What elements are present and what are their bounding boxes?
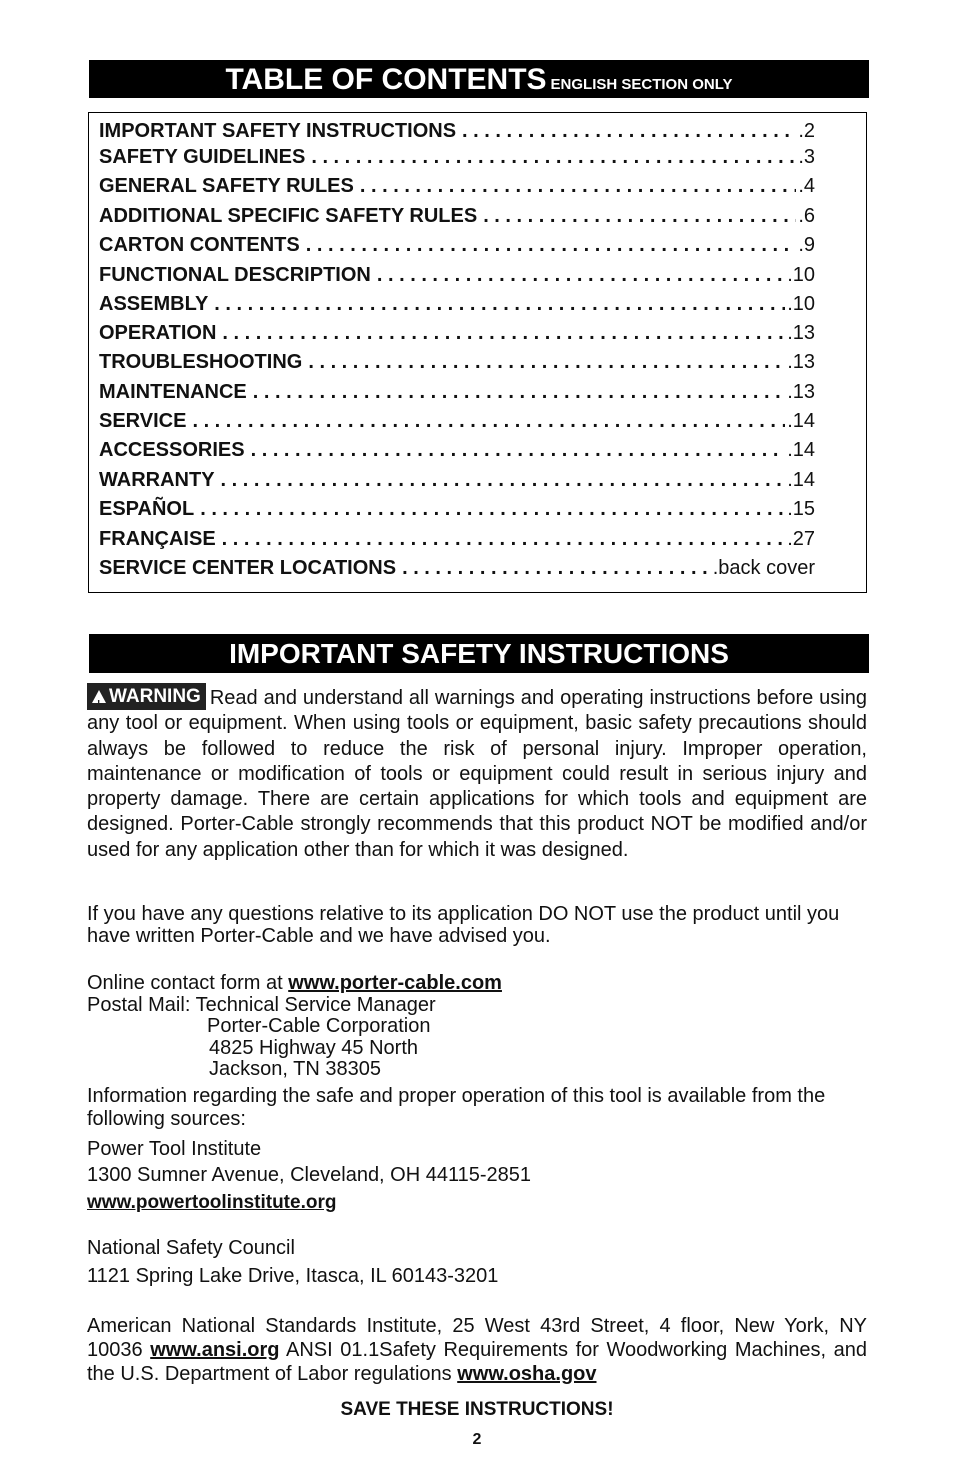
nsc-address: 1121 Spring Lake Drive, Itasca, IL 60143-3201 bbox=[87, 1265, 499, 1287]
toc-row bbox=[99, 293, 815, 317]
nsc-name: National Safety Council bbox=[87, 1237, 295, 1259]
toc-entry-page: .10 bbox=[787, 264, 815, 286]
toc-leader-dots bbox=[200, 498, 785, 521]
toc-row bbox=[99, 557, 815, 581]
toc-leader-dots bbox=[377, 264, 785, 287]
toc-entry-page: .14 bbox=[787, 469, 815, 491]
toc-header bbox=[89, 60, 869, 98]
toc-row bbox=[99, 351, 815, 375]
porter-cable-link[interactable]: www.porter-cable.com bbox=[288, 972, 502, 994]
ansi-text-1: American National Standards Institute, 25 West 43rd Street, 4 floor, New York, NY 10036 bbox=[87, 1315, 867, 1361]
toc-leader-dots bbox=[306, 234, 797, 257]
toc-leader-dots bbox=[192, 410, 785, 433]
questions-paragraph: If you have any questions relative to its application DO NOT use the product until you have written Porter-Cable and we have advised you. bbox=[87, 903, 840, 947]
toc-leader-dots bbox=[214, 293, 785, 316]
toc-leader-dots bbox=[311, 146, 796, 169]
toc-entry-page: .10 bbox=[787, 293, 815, 315]
toc-entry-page: .14 bbox=[787, 410, 815, 432]
toc-entry-page: .3 bbox=[798, 146, 815, 168]
toc-entry-title: CARTON CONTENTS bbox=[99, 234, 300, 256]
toc-row bbox=[99, 410, 815, 434]
pti-link[interactable]: www.powertoolinstitute.org bbox=[87, 1192, 337, 1213]
toc-leader-dots bbox=[222, 322, 785, 345]
toc-entry-title: SERVICE CENTER LOCATIONS bbox=[99, 557, 397, 579]
toc-entry-title: ADDITIONAL SPECIFIC SAFETY RULES bbox=[99, 205, 478, 227]
ansi-paragraph bbox=[87, 1314, 867, 1386]
address-line-1: Porter-Cable Corporation bbox=[207, 1015, 431, 1037]
warning-paragraph bbox=[87, 683, 867, 863]
toc-entry-title: ESPAÑOL bbox=[99, 498, 195, 520]
pti-address: 1300 Sumner Avenue, Cleveland, OH 44115-2851 bbox=[87, 1164, 532, 1186]
toc-leader-dots bbox=[462, 120, 796, 143]
toc-row bbox=[99, 234, 815, 258]
toc-row bbox=[99, 205, 815, 229]
toc-entry-title: TROUBLESHOOTING bbox=[99, 351, 303, 373]
toc-leader-dots bbox=[402, 557, 711, 580]
toc-row bbox=[99, 439, 815, 463]
save-instructions: SAVE THESE INSTRUCTIONS! bbox=[340, 1399, 614, 1420]
toc-entry-page: .27 bbox=[787, 528, 815, 550]
toc-leader-dots bbox=[253, 381, 785, 404]
toc-leader-dots bbox=[251, 439, 786, 462]
toc-entry-page: .4 bbox=[798, 175, 815, 197]
toc-row bbox=[99, 146, 815, 170]
warning-label: WARNING bbox=[109, 686, 201, 707]
postal-label: Postal Mail: Technical Service Manager bbox=[87, 994, 436, 1016]
toc-entry-title: OPERATION bbox=[99, 322, 217, 344]
toc-title: TABLE OF CONTENTS bbox=[225, 63, 547, 96]
toc-entry-title: SERVICE bbox=[99, 410, 187, 432]
page-number: 2 bbox=[472, 1431, 482, 1448]
toc-entry-title: IMPORTANT SAFETY INSTRUCTIONS bbox=[99, 120, 457, 142]
toc-box bbox=[88, 112, 867, 593]
toc-entry-page: .2 bbox=[798, 120, 815, 142]
online-prefix: Online contact form at bbox=[87, 972, 289, 994]
ansi-link[interactable]: www.ansi.org bbox=[150, 1339, 280, 1361]
toc-row bbox=[99, 381, 815, 405]
toc-entry-page: .13 bbox=[787, 351, 815, 373]
toc-entry-title: GENERAL SAFETY RULES bbox=[99, 175, 354, 197]
ansi-text-2: ANSI 01.1Safety Requirements for Woodworking Machines, and the U.S. Department of Labor regulations bbox=[87, 1339, 868, 1385]
toc-entry-title: ASSEMBLY bbox=[99, 293, 209, 315]
toc-row bbox=[99, 264, 815, 288]
toc-leader-dots bbox=[360, 175, 796, 198]
warning-badge bbox=[87, 683, 206, 710]
toc-entry-page: .13 bbox=[787, 322, 815, 344]
toc-row bbox=[99, 528, 815, 552]
toc-entry-page: .6 bbox=[798, 205, 815, 227]
toc-entry-page: .13 bbox=[787, 381, 815, 403]
toc-entry-title: FUNCTIONAL DESCRIPTION bbox=[99, 264, 371, 286]
toc-leader-dots bbox=[221, 469, 786, 492]
warning-text: Read and understand all warnings and operating instructions before using any tool or equipment. When using tools or equipment, basic safety precautions should always be followed to reduce the risk of personal injury. Improper operation, maintenance or modification of tools or equipment could result in serious injury and property damage. There are certain applications for which tools and equipment are designed. Porter-Cable strongly recommends that this product NOT be modified and/or used for any application other than for which it was designed. bbox=[87, 687, 867, 861]
toc-row bbox=[99, 498, 815, 522]
toc-entry-title: SAFETY GUIDELINES bbox=[99, 146, 306, 168]
address-line-2: 4825 Highway 45 North bbox=[209, 1037, 419, 1059]
osha-link[interactable]: www.osha.gov bbox=[457, 1363, 597, 1385]
toc-leader-dots bbox=[222, 528, 786, 551]
isi-header: IMPORTANT SAFETY INSTRUCTIONS bbox=[89, 634, 869, 673]
toc-row bbox=[99, 469, 815, 493]
online-contact-line bbox=[87, 972, 502, 995]
toc-entry-page: .back cover bbox=[712, 557, 815, 579]
warning-triangle-icon bbox=[92, 690, 106, 703]
sources-intro: Information regarding the safe and proper operation of this tool is available from the following sources: bbox=[87, 1085, 826, 1130]
toc-entry-title: FRANÇAISE bbox=[99, 528, 216, 550]
toc-row bbox=[99, 322, 815, 346]
pti-name: Power Tool Institute bbox=[87, 1138, 262, 1160]
toc-entry-title: MAINTENANCE bbox=[99, 381, 247, 403]
address-line-3: Jackson, TN 38305 bbox=[209, 1058, 381, 1080]
toc-subtitle: ENGLISH SECTION ONLY bbox=[550, 76, 733, 93]
toc-entry-title: WARRANTY bbox=[99, 469, 215, 491]
toc-entry-page: .15 bbox=[787, 498, 815, 520]
toc-entry-title: ACCESSORIES bbox=[99, 439, 245, 461]
toc-entry-page: .9 bbox=[798, 234, 815, 256]
toc-entry-page: .14 bbox=[787, 439, 815, 461]
toc-row bbox=[99, 175, 815, 199]
toc-leader-dots bbox=[483, 205, 796, 228]
toc-leader-dots bbox=[308, 351, 785, 374]
toc-row bbox=[99, 120, 815, 144]
